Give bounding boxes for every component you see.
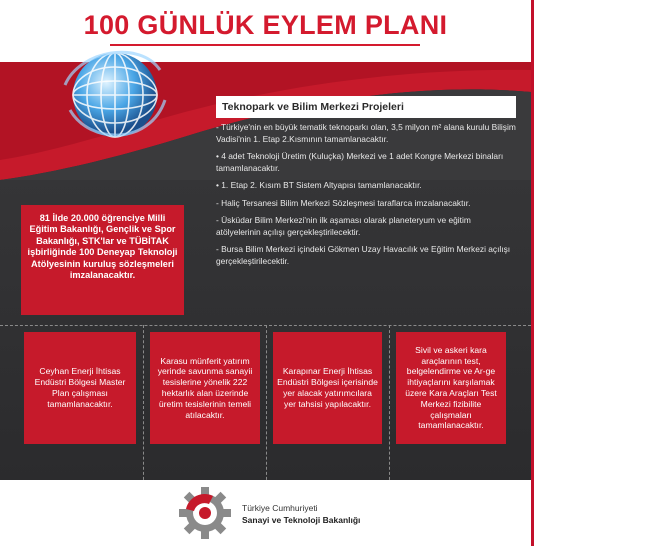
info-box-text: Karapınar Enerji İhtisas Endüstri Bölgesi içerisinde yer alacak yatırımcılara yer tahsisi yapılacaktır. xyxy=(277,366,378,409)
info-box-karapinar xyxy=(273,332,382,444)
info-box-kara-araclari xyxy=(396,332,506,444)
list-item: • 1. Etap 2. Kısım BT Sistem Altyapısı tamamlanacaktır. xyxy=(216,180,422,190)
list-item: • 4 adet Teknoloji Üretim (Kuluçka) Merkezi ve 1 adet Kongre Merkezi binaları tamamlanacaktır. xyxy=(216,151,504,173)
ministry-gear-logo-icon xyxy=(178,486,232,540)
projects-heading: Teknopark ve Bilim Merkezi Projeleri xyxy=(216,96,516,118)
deneyap-info-box: 81 İlde 20.000 öğrenciye Milli Eğitim Bakanlığı, Gençlik ve Spor Bakanlığı, STK'lar ve TÜBİTAK işbirliğinde 100 Deneyap Teknoloji Atölyesinin kuruluş sözleşmeleri imzalanacaktır. xyxy=(21,205,184,315)
info-box-text: Ceyhan Enerji İhtisas Endüstri Bölgesi Master Plan çalışması tamamlanacaktır. xyxy=(34,366,126,409)
info-box-text: Sivil ve askeri kara araçlarının test, belgelendirme ve Ar-ge ihtiyaçlarını karşılamak üzere Kara Araçları Test Merkezi fizibilite çalışmaları tamamlanacaktır. xyxy=(405,344,497,431)
right-edge-strip xyxy=(531,0,534,546)
page-title: 100 GÜNLÜK EYLEM PLANI xyxy=(83,10,448,40)
logo-line-2: Sanayi ve Teknoloji Bakanlığı xyxy=(242,515,361,525)
divider-vertical xyxy=(266,325,267,485)
info-box-karasu xyxy=(150,332,260,444)
info-box-ceyhan xyxy=(24,332,136,444)
info-box-text: Karasu münferit yatırım yerinde savunma sanayii tesislerine yönelik 222 hektarlık alan üzerinde üretim tesislerinin temeli atılacaktır. xyxy=(157,355,253,420)
logo-line-1: Türkiye Cumhuriyeti xyxy=(242,503,318,513)
divider-vertical xyxy=(389,325,390,485)
list-item: - Üsküdar Bilim Merkezi'nin ilk aşaması olarak planeteryum ve eğitim atölyelerinin açılışı gerçekleştirilecektir. xyxy=(216,215,471,237)
divider-vertical xyxy=(143,325,144,485)
globe-icon xyxy=(60,40,170,150)
projects-bullet-list xyxy=(216,122,516,273)
list-item: - Bursa Bilim Merkezi içindeki Gökmen Uzay Havacılık ve Eğitim Merkezi açılışı gerçekleştirilecektir. xyxy=(216,244,511,266)
footer xyxy=(0,480,531,546)
list-item: - Haliç Tersanesi Bilim Merkezi Sözleşmesi taraflarca imzalanacaktır. xyxy=(216,197,471,208)
list-item: - Türkiye'nin en büyük tematik teknoparkı olan, 3,5 milyon m² alana kurulu Bilişim Vadisi'nin 1. Etap 2.Kısmının tamamlanacaktır. xyxy=(216,122,516,144)
